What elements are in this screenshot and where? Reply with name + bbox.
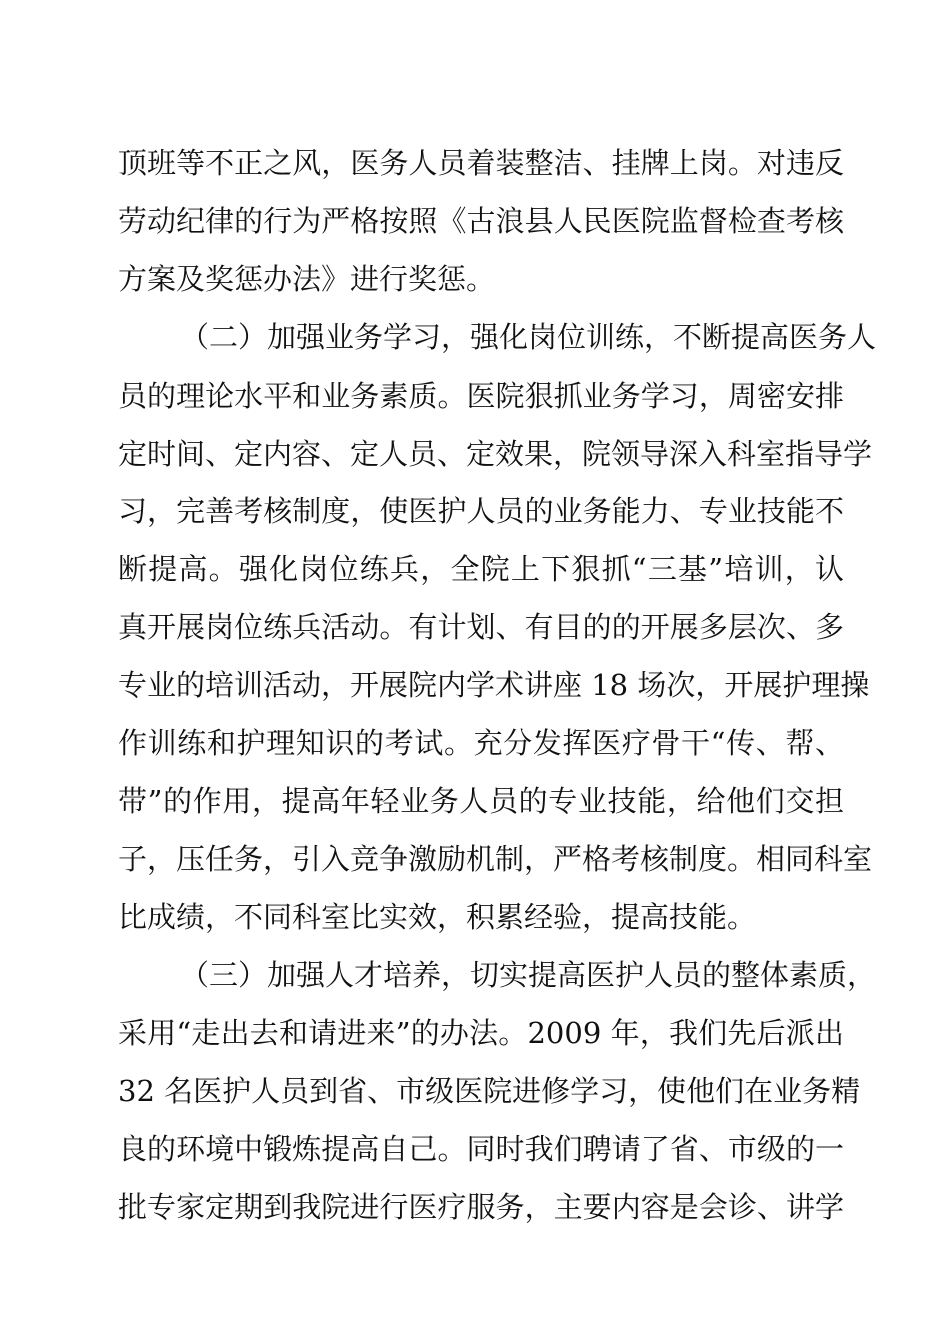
text-line-12: 带”的作用，提高年轻业务人员的专业技能，给他们交担 <box>118 784 844 818</box>
text-line-3: 方案及奖惩办法》进行奖惩。 <box>118 262 496 296</box>
text-line-18: 良的环境中锻炼提高自己。同时我们聘请了省、市级的一 <box>118 1132 844 1166</box>
text-line-14: 比成绩，不同科室比实效，积累经验，提高技能。 <box>118 900 757 934</box>
text-line-15-paragraph-start: （三）加强人才培养，切实提高医护人员的整体素质， <box>180 958 877 992</box>
text-line-13: 子，压任务，引入竞争激励机制，严格考核制度。相同科室 <box>118 842 873 876</box>
text-line-9: 真开展岗位练兵活动。有计划、有目的的开展多层次、多 <box>118 610 844 644</box>
text-line-8: 断提高。强化岗位练兵，全院上下狠抓“三基”培训，认 <box>118 552 844 586</box>
text-line-2: 劳动纪律的行为严格按照《古浪县人民医院监督检查考核 <box>118 204 844 238</box>
text-line-1: 顶班等不正之风，医务人员着装整洁、挂牌上岗。对违反 <box>118 146 844 180</box>
text-line-4-paragraph-start: （二）加强业务学习，强化岗位训练，不断提高医务人 <box>180 320 877 354</box>
text-line-19: 批专家定期到我院进行医疗服务，主要内容是会诊、讲学 <box>118 1190 844 1224</box>
text-line-10: 专业的培训活动，开展院内学术讲座 18 场次，开展护理操 <box>118 668 870 702</box>
text-line-6: 定时间、定内容、定人员、定效果，院领导深入科室指导学 <box>118 437 873 471</box>
text-line-16: 采用“走出去和请进来”的办法。2009 年，我们先后派出 <box>118 1016 844 1050</box>
text-line-5: 员的理论水平和业务素质。医院狠抓业务学习，周密安排 <box>118 379 844 413</box>
text-line-17: 32 名医护人员到省、市级医院进修学习，使他们在业务精 <box>118 1074 861 1108</box>
text-line-7: 习，完善考核制度，使医护人员的业务能力、专业技能不 <box>118 494 844 528</box>
text-line-11: 作训练和护理知识的考试。充分发挥医疗骨干“传、帮、 <box>118 726 844 760</box>
